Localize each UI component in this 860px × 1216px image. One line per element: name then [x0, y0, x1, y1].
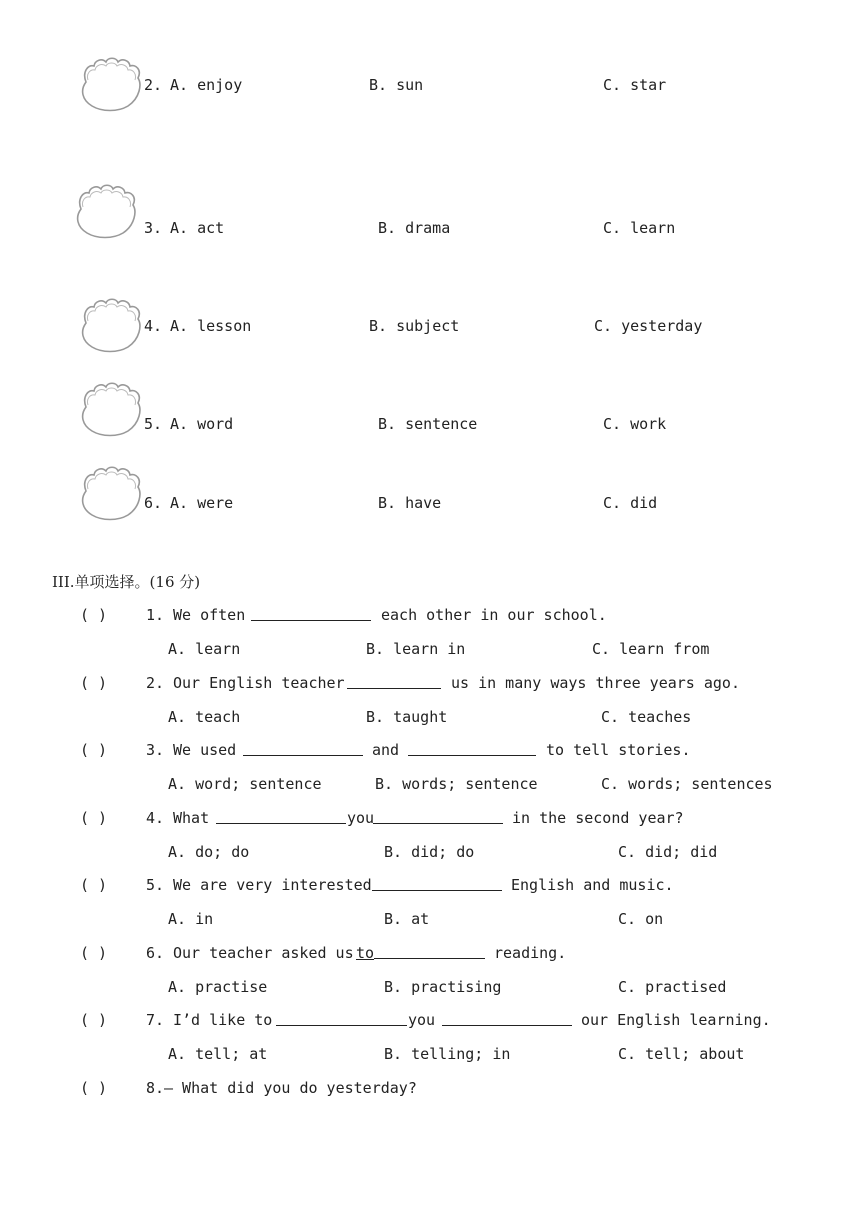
option-b: B. words; sentence: [375, 775, 538, 793]
question-stem: us in many ways three years ago.: [451, 674, 740, 692]
option-a: A. teach: [168, 708, 241, 726]
answer-blank[interactable]: [243, 741, 363, 756]
option-c: C. teaches: [601, 708, 692, 726]
option-c: C. tell; about: [618, 1045, 745, 1063]
option-c: C. on: [618, 910, 664, 928]
option-a: A. word; sentence: [168, 775, 322, 793]
option-a: A. lesson: [170, 317, 252, 335]
answer-blank[interactable]: [216, 809, 346, 824]
option-b: B. sentence: [378, 415, 478, 433]
cloud-answer-box[interactable]: [78, 379, 144, 439]
question-stem: to: [356, 944, 375, 962]
question-stem: you: [408, 1011, 436, 1029]
answer-blank[interactable]: [251, 606, 371, 621]
answer-parentheses[interactable]: ( ): [80, 674, 108, 692]
section-title: III.单项选择。(16 分): [52, 573, 201, 591]
option-a: A. practise: [168, 978, 268, 996]
question-stem: to tell stories.: [546, 741, 691, 759]
answer-blank[interactable]: [276, 1011, 407, 1026]
question-stem: — What did you do yesterday?: [164, 1079, 417, 1097]
option-c: C. learn: [603, 219, 676, 237]
option-c: C. words; sentences: [601, 775, 773, 793]
answer-blank[interactable]: [374, 944, 485, 959]
question-stem: What: [173, 809, 210, 827]
question-stem: in the second year?: [512, 809, 684, 827]
option-b: B. sun: [369, 76, 424, 94]
option-b: B. learn in: [366, 640, 466, 658]
cloud-answer-box[interactable]: [78, 463, 144, 523]
answer-parentheses[interactable]: ( ): [80, 741, 108, 759]
answer-parentheses[interactable]: ( ): [80, 876, 108, 894]
option-a: A. tell; at: [168, 1045, 268, 1063]
question-stem: We often: [173, 606, 246, 624]
question-stem: each other in our school.: [381, 606, 607, 624]
option-a: A. act: [170, 219, 225, 237]
option-c: C. work: [603, 415, 667, 433]
option-b: B. telling; in: [384, 1045, 511, 1063]
cloud-answer-box[interactable]: [78, 54, 144, 114]
item-number: 2.: [144, 76, 163, 94]
question-stem: reading.: [494, 944, 567, 962]
question-number: 5.: [146, 876, 165, 894]
answer-blank[interactable]: [347, 674, 441, 689]
option-a: A. word: [170, 415, 234, 433]
answer-blank[interactable]: [442, 1011, 572, 1026]
option-c: C. did; did: [618, 843, 718, 861]
question-stem: We used: [173, 741, 237, 759]
option-c: C. star: [603, 76, 667, 94]
option-b: B. subject: [369, 317, 460, 335]
question-number: 4.: [146, 809, 165, 827]
item-number: 6.: [144, 494, 163, 512]
option-b: B. drama: [378, 219, 451, 237]
answer-parentheses[interactable]: ( ): [80, 944, 108, 962]
question-stem: our English learning.: [581, 1011, 771, 1029]
question-number: 2.: [146, 674, 165, 692]
answer-parentheses[interactable]: ( ): [80, 1011, 108, 1029]
option-c: C. yesterday: [594, 317, 703, 335]
question-number: 3.: [146, 741, 165, 759]
question-stem: Our English teacher: [173, 674, 345, 692]
question-stem: I’d like to: [173, 1011, 273, 1029]
option-a: A. in: [168, 910, 214, 928]
cloud-answer-box[interactable]: [73, 181, 139, 241]
option-b: B. practising: [384, 978, 502, 996]
option-c: C. practised: [618, 978, 727, 996]
item-number: 4.: [144, 317, 163, 335]
question-stem: Our teacher asked us: [173, 944, 354, 962]
question-number: 1.: [146, 606, 165, 624]
option-c: C. did: [603, 494, 658, 512]
option-a: A. do; do: [168, 843, 250, 861]
question-stem: and: [372, 741, 400, 759]
option-b: B. taught: [366, 708, 448, 726]
answer-parentheses[interactable]: ( ): [80, 809, 108, 827]
option-b: B. at: [384, 910, 430, 928]
answer-parentheses[interactable]: ( ): [80, 606, 108, 624]
answer-blank[interactable]: [373, 809, 503, 824]
item-number: 3.: [144, 219, 163, 237]
option-a: A. were: [170, 494, 234, 512]
option-c: C. learn from: [592, 640, 710, 658]
answer-blank[interactable]: [372, 876, 502, 891]
question-stem: English and music.: [511, 876, 674, 894]
option-a: A. enjoy: [170, 76, 243, 94]
option-a: A. learn: [168, 640, 241, 658]
question-stem: you: [347, 809, 375, 827]
option-b: B. have: [378, 494, 442, 512]
cloud-answer-box[interactable]: [78, 295, 144, 355]
answer-parentheses[interactable]: ( ): [80, 1079, 108, 1097]
question-number: 7.: [146, 1011, 165, 1029]
item-number: 5.: [144, 415, 163, 433]
answer-blank[interactable]: [408, 741, 536, 756]
option-b: B. did; do: [384, 843, 475, 861]
question-stem: We are very interested: [173, 876, 372, 894]
question-number: 8.: [146, 1079, 165, 1097]
question-number: 6.: [146, 944, 165, 962]
